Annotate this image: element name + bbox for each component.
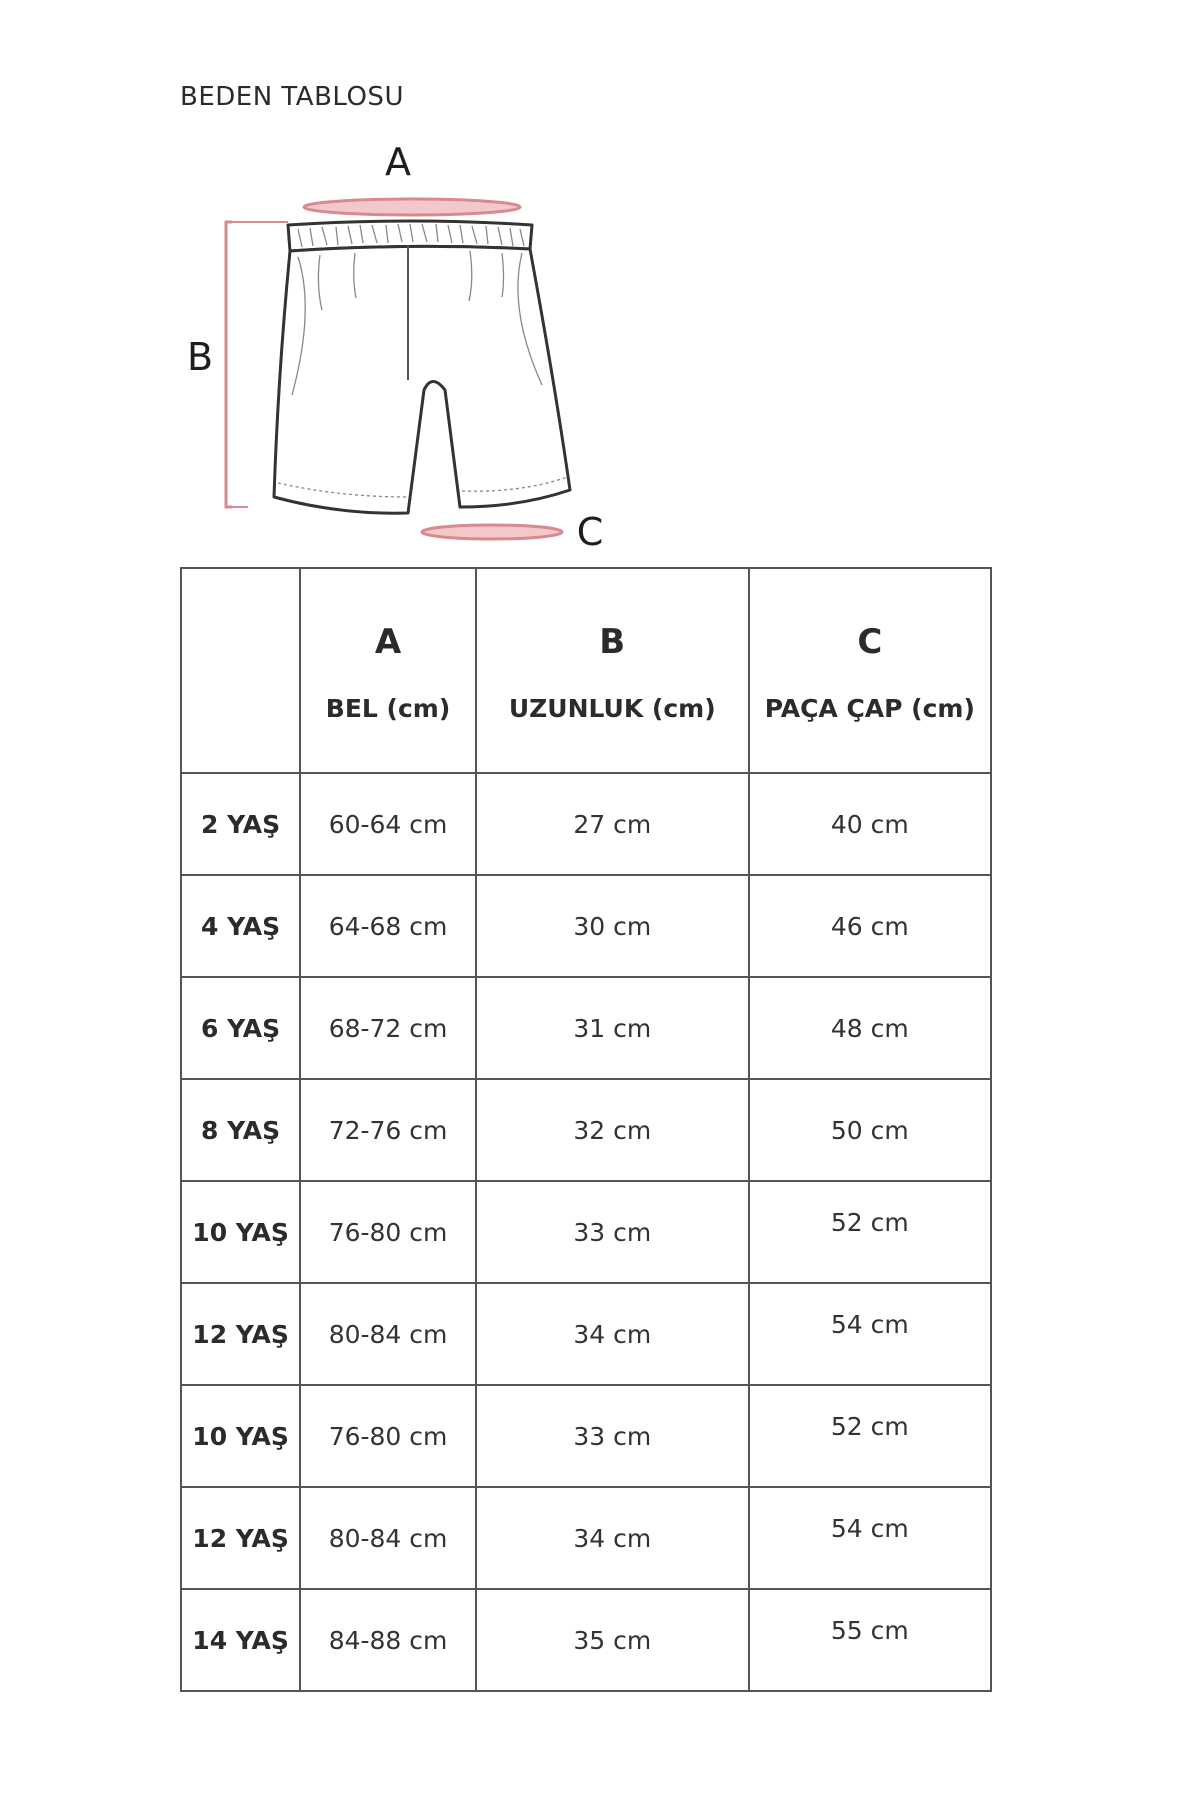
page-title: BEDEN TABLOSU xyxy=(180,82,404,112)
bel-cell: 64-68 cm xyxy=(300,875,476,977)
bel-cell: 84-88 cm xyxy=(300,1589,476,1691)
bel-cell: 80-84 cm xyxy=(300,1487,476,1589)
uzunluk-cell: 33 cm xyxy=(476,1181,749,1283)
uzunluk-cell: 32 cm xyxy=(476,1079,749,1181)
table-header-row xyxy=(181,568,991,773)
paca-cell xyxy=(749,1589,991,1691)
paca-value: 52 cm xyxy=(830,1411,909,1441)
header-letter: C xyxy=(857,622,883,662)
age-cell: 10 YAŞ xyxy=(181,1181,300,1283)
uzunluk-cell: 34 cm xyxy=(476,1487,749,1589)
bel-cell: 80-84 cm xyxy=(300,1283,476,1385)
table-row xyxy=(181,1385,991,1487)
header-label: UZUNLUK (cm) xyxy=(508,694,716,723)
bel-cell: 76-80 cm xyxy=(300,1385,476,1487)
table-row xyxy=(181,875,991,977)
paca-value: 55 cm xyxy=(830,1615,909,1645)
header-label: PAÇA ÇAP (cm) xyxy=(764,694,975,723)
uzunluk-cell: 34 cm xyxy=(476,1283,749,1385)
paca-cell: 48 cm xyxy=(749,977,991,1079)
label-c: C xyxy=(576,510,604,554)
label-b: B xyxy=(186,335,214,379)
age-cell: 2 YAŞ xyxy=(181,773,300,875)
age-cell: 10 YAŞ xyxy=(181,1385,300,1487)
leg-opening-measure-ellipse xyxy=(422,525,562,539)
age-cell: 12 YAŞ xyxy=(181,1283,300,1385)
uzunluk-cell: 31 cm xyxy=(476,977,749,1079)
header-letter: A xyxy=(374,622,402,662)
age-cell: 4 YAŞ xyxy=(181,875,300,977)
header-letter: B xyxy=(599,622,626,662)
uzunluk-cell: 35 cm xyxy=(476,1589,749,1691)
age-cell: 8 YAŞ xyxy=(181,1079,300,1181)
header-bel xyxy=(300,568,476,773)
table-row xyxy=(181,1283,991,1385)
paca-cell xyxy=(749,1487,991,1589)
age-cell: 14 YAŞ xyxy=(181,1589,300,1691)
header-empty-cell xyxy=(181,568,300,773)
label-a: A xyxy=(385,145,411,184)
uzunluk-cell: 27 cm xyxy=(476,773,749,875)
paca-cell: 40 cm xyxy=(749,773,991,875)
bel-cell: 72-76 cm xyxy=(300,1079,476,1181)
bel-cell: 68-72 cm xyxy=(300,977,476,1079)
paca-cell: 46 cm xyxy=(749,875,991,977)
uzunluk-cell: 30 cm xyxy=(476,875,749,977)
paca-cell xyxy=(749,1181,991,1283)
age-cell: 12 YAŞ xyxy=(181,1487,300,1589)
paca-cell xyxy=(749,1283,991,1385)
bel-cell: 76-80 cm xyxy=(300,1181,476,1283)
table-row xyxy=(181,977,991,1079)
paca-value: 52 cm xyxy=(830,1207,909,1237)
table-row xyxy=(181,773,991,875)
paca-cell: 50 cm xyxy=(749,1079,991,1181)
waist-measure-ellipse xyxy=(304,199,520,215)
table-row xyxy=(181,1589,991,1691)
paca-value: 54 cm xyxy=(830,1309,909,1339)
table-row xyxy=(181,1181,991,1283)
table-row xyxy=(181,1487,991,1589)
uzunluk-cell: 33 cm xyxy=(476,1385,749,1487)
header-paca xyxy=(749,568,991,773)
paca-value: 54 cm xyxy=(830,1513,909,1543)
header-label: BEL (cm) xyxy=(325,694,451,723)
table-row xyxy=(181,1079,991,1181)
age-cell: 6 YAŞ xyxy=(181,977,300,1079)
shorts-measurement-diagram xyxy=(170,145,670,565)
bel-cell: 60-64 cm xyxy=(300,773,476,875)
header-uzunluk xyxy=(476,568,749,773)
length-measure-bracket xyxy=(226,222,232,507)
size-table xyxy=(180,567,992,1692)
paca-cell xyxy=(749,1385,991,1487)
